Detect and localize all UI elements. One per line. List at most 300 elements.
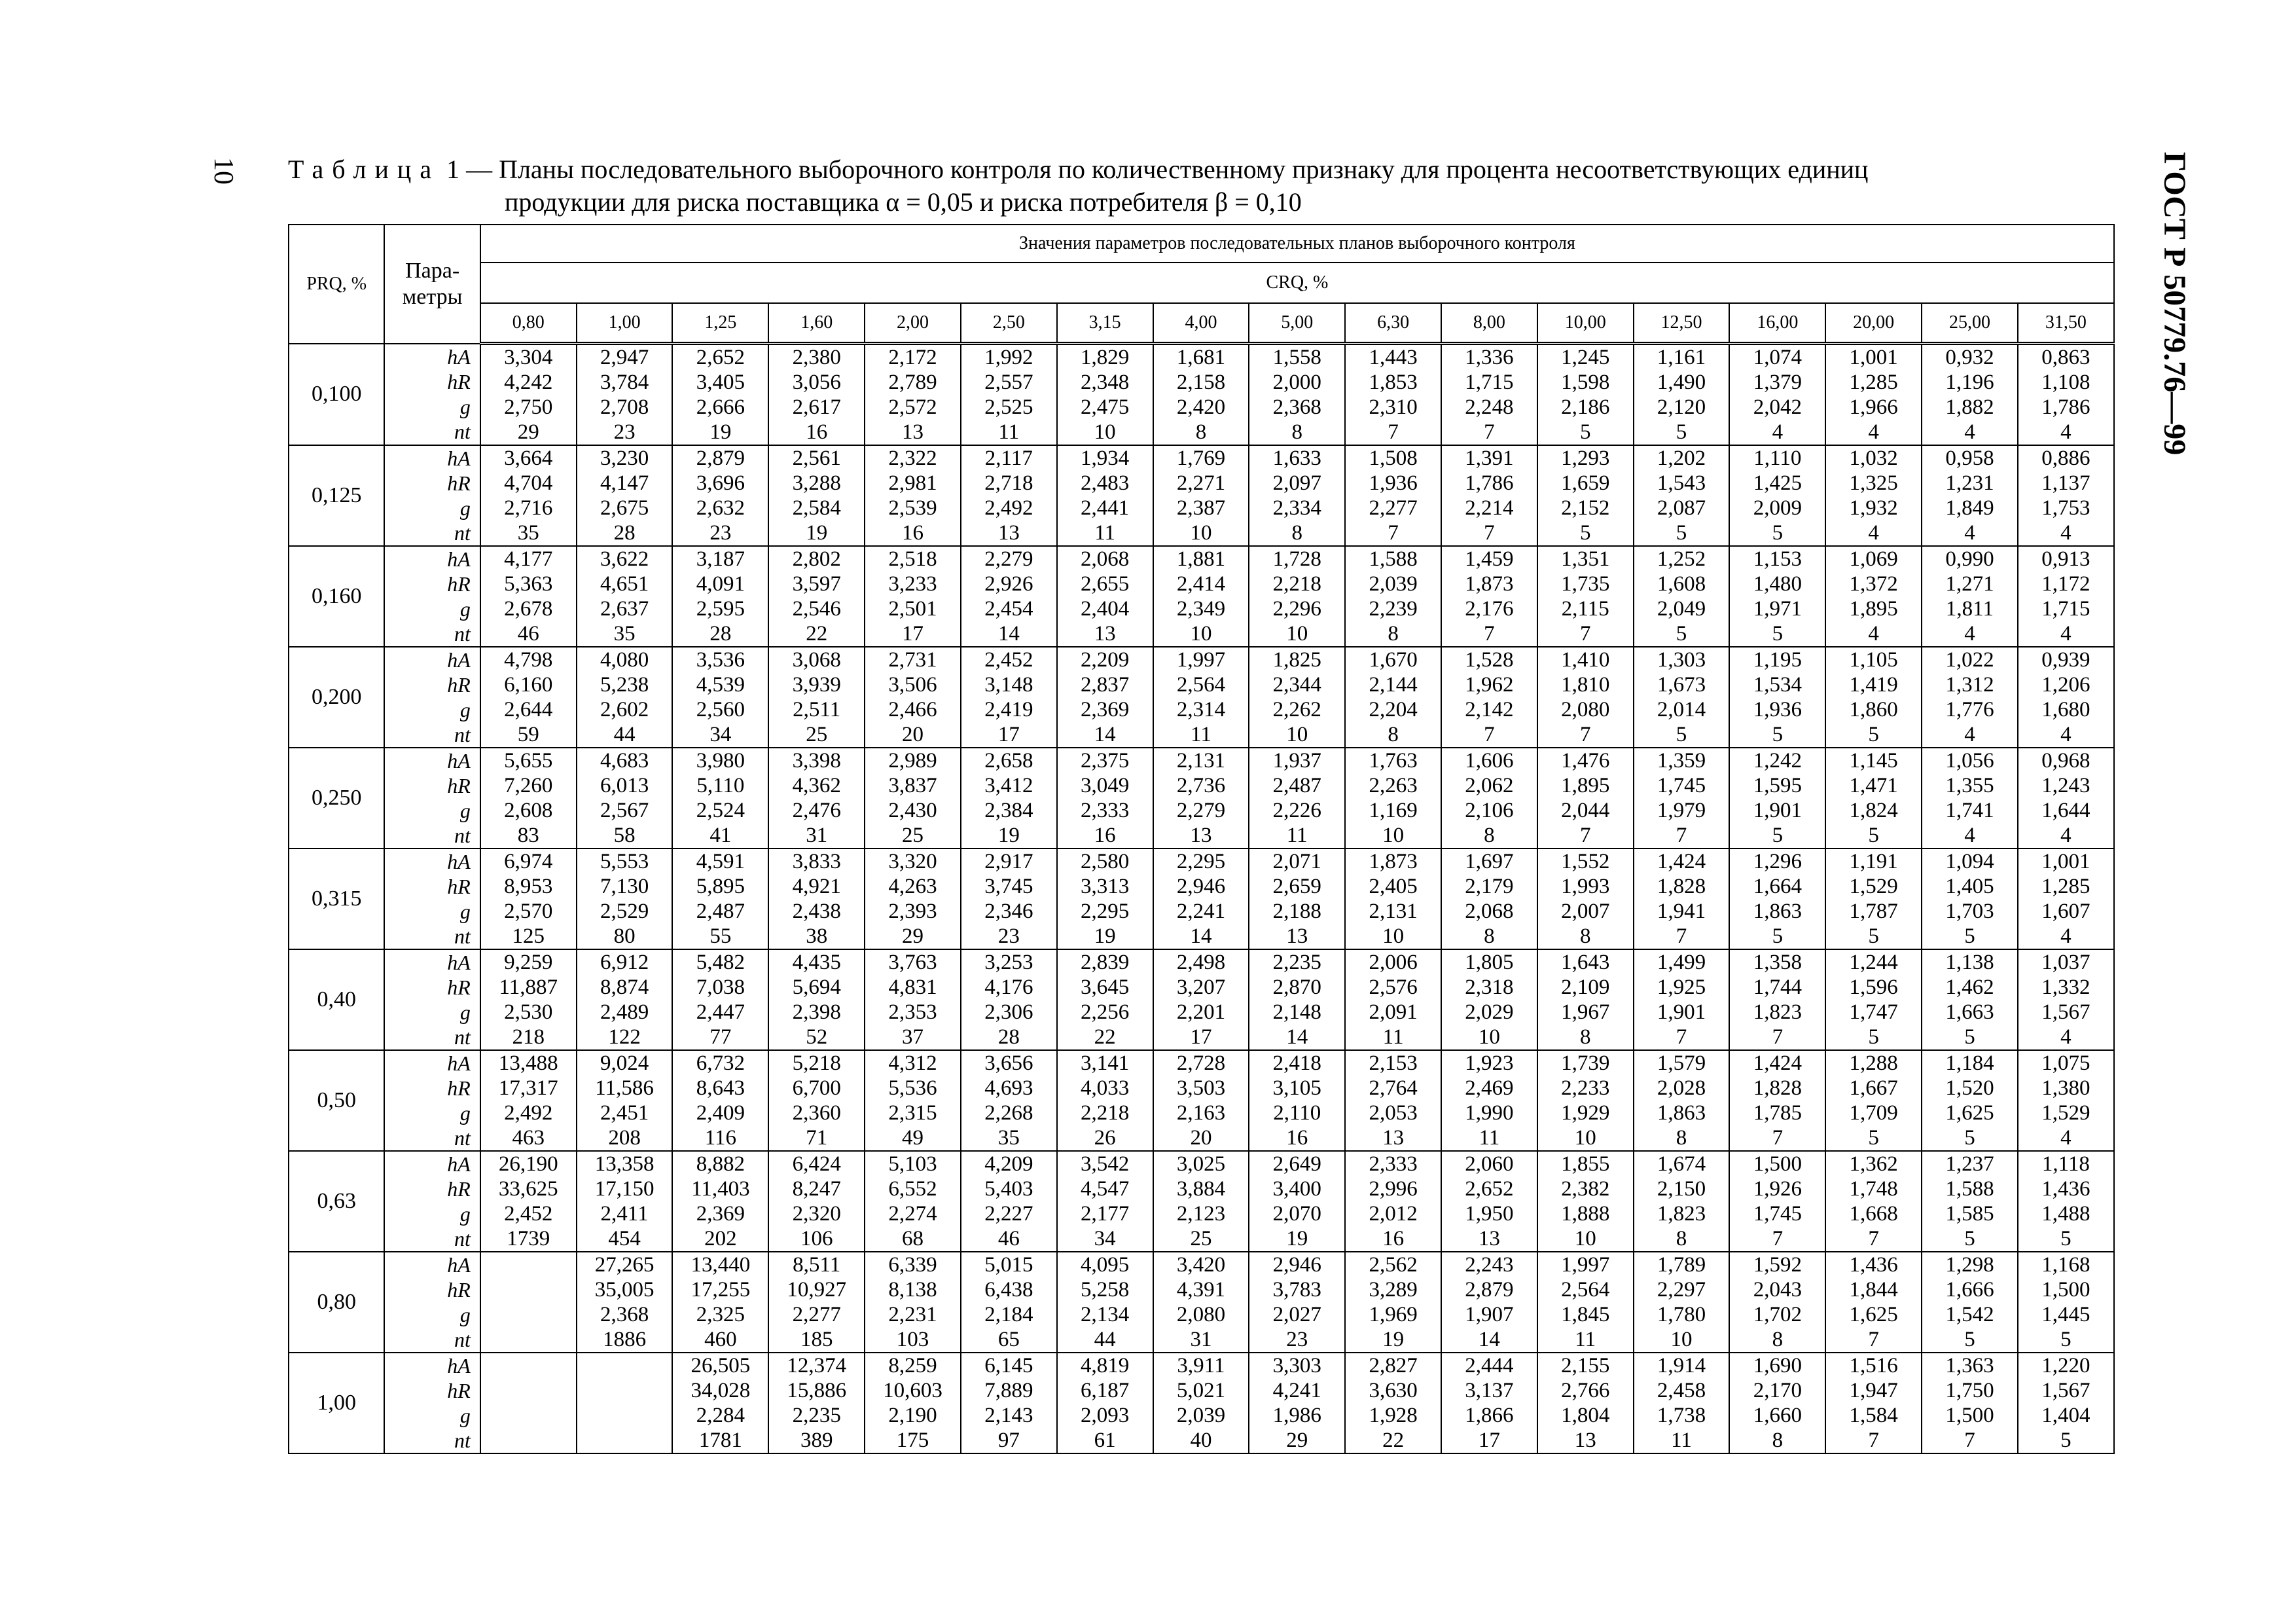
plan-cell [1249,647,1345,748]
plan-value: 1,206 [2041,673,2090,697]
plan-value: 2,152 [1561,496,1610,520]
plan-value: 125 [512,924,545,948]
page-number: 10 [208,157,238,185]
plan-value: 3,664 [504,447,553,470]
plan-value: 2,014 [1657,698,1706,721]
plan-value: 4 [1964,420,1975,444]
plan-value: 1,680 [2041,698,2090,721]
plan-value: 1,941 [1657,900,1706,923]
plan-value: 389 [800,1429,833,1452]
plan-value: 2,487 [1272,774,1321,797]
plan-value: 1739 [507,1227,550,1250]
plan-value: 2,218 [1272,572,1321,596]
plan-cell [1825,1151,1922,1252]
param-label: hR [447,774,471,797]
plan-value: 1,108 [2041,371,2090,394]
plan-value: 2,295 [1176,850,1226,873]
plan-value: 1,528 [1465,648,1514,672]
plan-value: 4 [2060,420,2072,444]
plan-value: 1,001 [1849,346,1898,369]
plan-value: 1,588 [1945,1177,1994,1201]
param-label: hR [447,572,471,596]
plan-cell [1441,748,1537,848]
plan-cell [1922,748,2018,848]
plan-value: 2,718 [984,471,1033,495]
plan-value: 11 [1479,1126,1500,1150]
plan-value: 2,007 [1561,900,1610,923]
plan-value: 58 [613,824,636,847]
plan-value: 1,499 [1657,951,1706,974]
plan-value: 1,966 [1849,395,1898,419]
plan-value: 13 [997,521,1020,545]
plan-value: 1,786 [2041,395,2090,419]
plan-value: 1,363 [1945,1354,1994,1377]
plan-value: 2,946 [1176,875,1226,898]
plan-value: 1,738 [1657,1404,1706,1427]
plan-value: 1,293 [1561,447,1610,470]
plan-cell [480,344,577,446]
plan-value: 5 [1868,723,1879,746]
plan-value: 5,238 [600,673,649,697]
plan-value: 4,080 [600,648,649,672]
plan-value: 8,953 [504,875,553,898]
plan-cell [1922,1252,2018,1353]
plan-value: 1,037 [2041,951,2090,974]
param-label: hA [447,648,471,672]
plan-value: 1,074 [1753,346,1802,369]
plan-value: 55 [709,924,732,948]
plan-value: 2,530 [504,1000,553,1024]
plan-value: 202 [704,1227,737,1250]
plan-value [481,1378,576,1403]
plan-value: 1,769 [1176,447,1226,470]
plan-value: 8 [1579,924,1591,948]
plan-cell [1345,1252,1441,1353]
plan-cell [961,748,1057,848]
plan-cell [672,445,768,546]
plan-value: 26 [1094,1126,1116,1150]
plan-value: 3,233 [888,572,937,596]
plan-value: 1,105 [1849,648,1898,672]
plan-value: 2,492 [504,1101,553,1125]
plan-value: 4,209 [984,1152,1033,1176]
plan-value: 1,500 [1753,1152,1802,1176]
plan-cell [1153,647,1249,748]
plan-value: 2,177 [1081,1202,1130,1226]
plan-value: 2,170 [1753,1379,1802,1402]
plan-value: 1,664 [1753,875,1802,898]
plan-cell [1249,1252,1345,1353]
plan-value: 2,438 [792,900,841,923]
plan-value: 4 [2060,622,2072,646]
plan-cell [480,748,577,848]
plan-value: 5,021 [1176,1379,1226,1402]
plan-value: 2,248 [1465,395,1514,419]
plan-cell [1441,546,1537,647]
plan-value: 1,520 [1945,1076,1994,1100]
plan-cell [672,647,768,748]
plan-value: 4 [1964,824,1975,847]
plan-cell [1057,748,1153,848]
plan-value: 2,109 [1561,976,1610,999]
plan-value: 1,992 [984,346,1033,369]
plan-value: 1,244 [1849,951,1898,974]
header-params-line-1: Пара- [405,258,460,283]
plan-value: 1,391 [1465,447,1514,470]
plan-value [481,1302,576,1327]
plan-value: 34 [1094,1227,1116,1250]
plan-value: 4 [1772,420,1784,444]
plan-value: 1,750 [1945,1379,1994,1402]
plan-value: 8 [1772,1328,1784,1351]
plan-cell [1249,1353,1345,1453]
plan-value: 2,029 [1465,1000,1514,1024]
plan-value: 1,625 [1849,1303,1898,1326]
plan-cell [2018,1252,2114,1353]
plan-cell [1249,1151,1345,1252]
plan-value: 3,137 [1465,1379,1514,1402]
plan-value: 3,503 [1176,1076,1226,1100]
plan-value: 1,184 [1945,1051,1994,1075]
param-label: hA [447,345,471,369]
plan-value: 8 [1676,1126,1687,1150]
plan-value: 10 [1574,1227,1596,1250]
plan-value: 1,168 [2041,1253,2090,1277]
param-label: g [459,395,471,419]
prq-value: 0,315 [289,848,384,949]
plan-cell [1634,1151,1730,1252]
plan-value: 16 [1286,1126,1308,1150]
plan-value: 2,716 [504,496,553,520]
plan-value: 106 [800,1227,833,1250]
param-label: hR [447,976,471,999]
plan-value: 13 [1478,1227,1500,1250]
plan-value: 44 [613,723,636,746]
plan-value: 1,001 [2041,850,2090,873]
plan-value: 5,482 [696,951,745,974]
plan-value: 27,265 [594,1253,655,1277]
plan-value: 1,690 [1753,1354,1802,1377]
plan-value: 28 [997,1025,1020,1049]
param-labels [384,1252,480,1353]
plan-value: 2,071 [1272,850,1321,873]
plan-value: 11 [998,420,1020,444]
plan-value: 1,231 [1945,471,1994,495]
plan-cell [1441,949,1537,1050]
plan-value: 103 [896,1328,929,1351]
plan-value: 1,588 [1369,547,1418,571]
plan-value: 2,546 [792,597,841,621]
plan-value: 4 [1868,420,1879,444]
plan-value: 34,028 [691,1379,751,1402]
plan-value: 8 [1291,420,1302,444]
plan-value: 5,363 [504,572,553,596]
plan-value: 4,176 [984,976,1033,999]
plan-value: 1,462 [1945,976,1994,999]
param-label: nt [454,622,471,646]
header-crq-value: 0,80 [480,303,577,344]
param-label: nt [454,1025,471,1049]
plan-value: 1,471 [1849,774,1898,797]
plan-value: 20 [1190,1126,1212,1150]
param-labels [384,949,480,1050]
plan-value: 13,488 [498,1051,558,1075]
param-labels [384,1353,480,1453]
plan-value: 28 [613,521,636,545]
plan-value: 1,110 [1753,447,1802,470]
plan-cell [1057,1353,1153,1453]
plan-value: 4,539 [696,673,745,697]
plan-cell [577,546,673,647]
plan-value: 8 [1484,824,1495,847]
sampling-plan-table [288,224,2115,1454]
plan-value: 2,131 [1369,900,1418,923]
prq-value: 0,160 [289,546,384,647]
plan-value: 1,351 [1561,547,1610,571]
plan-value: 22 [806,622,828,646]
plan-value: 2,501 [888,597,937,621]
plan-value: 2,444 [1465,1354,1514,1377]
plan-value: 10 [1382,824,1405,847]
plan-cell [2018,748,2114,848]
plan-value: 17,150 [594,1177,655,1201]
plan-value: 1,558 [1272,346,1321,369]
plan-cell [1634,949,1730,1050]
plan-value: 1,863 [1753,900,1802,923]
plan-value: 59 [517,723,539,746]
plan-cell [961,1353,1057,1453]
plan-cell [1153,1252,1249,1353]
plan-value: 80 [613,924,636,948]
plan-cell [961,344,1057,446]
prq-value: 0,40 [289,949,384,1050]
plan-value: 2,277 [792,1303,841,1326]
plan-value: 1,673 [1657,673,1706,697]
param-label: hA [447,951,471,974]
plan-value: 5,895 [696,875,745,898]
plan-cell [2018,949,2114,1050]
plan-value: 1,744 [1753,976,1802,999]
plan-value: 3,141 [1081,1051,1130,1075]
param-label: hA [447,749,471,773]
plan-value: 2,750 [504,395,553,419]
plan-value: 14 [1094,723,1116,746]
header-group-title: Значения параметров последовательных планов выборочного контроля [480,225,2114,263]
plan-value: 1,901 [1657,1000,1706,1024]
plan-value: 1,245 [1561,346,1610,369]
plan-value: 7 [1868,1328,1879,1351]
plan-value: 1,220 [2041,1354,2090,1377]
plan-value: 2,110 [1273,1101,1321,1125]
plan-value: 3,405 [696,371,745,394]
plan-value: 1,202 [1657,447,1706,470]
plan-cell [1057,1050,1153,1151]
plan-value: 2,414 [1176,572,1226,596]
plan-cell [1537,445,1634,546]
plan-value: 2,106 [1465,799,1514,822]
plan-value: 5 [1868,924,1879,948]
plan-cell [1537,647,1634,748]
plan-value: 3,656 [984,1051,1033,1075]
plan-value: 4,242 [504,371,553,394]
plan-value: 4,435 [792,951,841,974]
plan-value: 7 [1579,622,1591,646]
plan-value: 5 [1772,521,1784,545]
plan-value: 5 [2060,1227,2072,1250]
plan-value: 4,147 [600,471,649,495]
plan-cell [1825,1353,1922,1453]
plan-value: 2,917 [984,850,1033,873]
plan-cell [672,1252,768,1353]
prq-value: 0,100 [289,344,384,446]
plan-value: 8 [1291,521,1302,545]
plan-cell [1153,748,1249,848]
plan-value: 1,997 [1176,648,1226,672]
plan-value: 2,580 [1081,850,1130,873]
plan-value: 1,937 [1272,749,1321,773]
header-crq-value: 25,00 [1922,303,2018,344]
plan-cell [1634,1252,1730,1353]
plan-value: 4 [2060,1025,2072,1049]
plan-value: 1,022 [1945,648,1994,672]
plan-value: 3,784 [600,371,649,394]
header-params [384,225,480,344]
plan-value: 3,506 [888,673,937,697]
plan-value: 6,974 [504,850,553,873]
param-label: nt [454,723,471,746]
header-params-line-2: метры [402,284,463,309]
plan-value: 1,828 [1753,1076,1802,1100]
plan-cell [768,344,865,446]
param-labels [384,748,480,848]
plan-value: 4,651 [600,572,649,596]
plan-value: 16 [902,521,924,545]
plan-cell [768,1050,865,1151]
plan-value: 1,786 [1465,471,1514,495]
plan-cell [768,546,865,647]
plan-value: 1,606 [1465,749,1514,773]
param-label: nt [454,824,471,847]
plan-value: 8 [1388,622,1399,646]
plan-cell [1729,949,1825,1050]
plan-value: 3,105 [1272,1076,1321,1100]
plan-cell [1153,1151,1249,1252]
plan-value: 2,235 [792,1404,841,1427]
plan-value: 3,187 [696,547,745,571]
plan-value: 6,145 [984,1354,1033,1377]
param-label: g [459,799,471,822]
plan-value: 1,145 [1849,749,1898,773]
param-label: g [459,1000,471,1024]
plan-cell [480,1252,577,1353]
plan-value: 2,492 [984,496,1033,520]
header-crq-value: 1,60 [768,303,865,344]
plan-value: 2,322 [888,447,937,470]
plan-cell [672,1050,768,1151]
plan-value: 1,849 [1945,496,1994,520]
plan-cell [1634,445,1730,546]
plan-value: 5 [1676,622,1687,646]
plan-value: 10 [1574,1126,1596,1150]
plan-cell [1634,546,1730,647]
plan-value: 7,260 [504,774,553,797]
plan-value: 6,187 [1081,1379,1130,1402]
plan-value: 4,547 [1081,1177,1130,1201]
plan-value: 11 [1671,1429,1692,1452]
plan-value: 46 [517,622,539,646]
plan-value: 7,130 [600,875,649,898]
plan-value: 23 [709,521,732,545]
plan-value: 2,233 [1561,1076,1610,1100]
plan-value: 7 [1676,1025,1687,1049]
table-caption [288,153,2121,219]
plan-value: 2,353 [888,1000,937,1024]
plan-cell [1729,848,1825,949]
plan-value: 122 [608,1025,641,1049]
plan-value: 2,271 [1176,471,1226,495]
plan-value: 1,552 [1561,850,1610,873]
plan-value: 1,436 [2041,1177,2090,1201]
table-header [289,225,2114,344]
plan-value: 19 [1094,924,1116,948]
plan-value: 3,911 [1177,1354,1225,1377]
plan-value: 5 [1868,1126,1879,1150]
plan-value: 1,929 [1561,1101,1610,1125]
plan-cell [2018,1353,2114,1453]
plan-cell [1634,344,1730,446]
plan-value: 454 [608,1227,641,1250]
prq-value: 0,125 [289,445,384,546]
plan-value: 2,731 [888,648,937,672]
plan-value: 0,913 [2041,547,2090,571]
plan-cell [1441,1252,1537,1353]
param-label: g [459,1202,471,1226]
plan-value: 23 [613,420,636,444]
plan-value: 1,424 [1657,850,1706,873]
caption-label: Таблица [288,155,440,184]
plan-cell [672,1151,768,1252]
plan-cell [1441,1353,1537,1453]
plan-value: 2,420 [1176,395,1226,419]
plan-value: 83 [517,824,539,847]
plan-value: 8,259 [888,1354,937,1377]
plan-value: 5,403 [984,1177,1033,1201]
plan-value: 2,142 [1465,698,1514,721]
plan-value: 2,602 [600,698,649,721]
plan-value: 1,332 [2041,976,2090,999]
plan-value: 218 [512,1025,545,1049]
header-crq-value: 3,15 [1057,303,1153,344]
plan-value: 2,736 [1176,774,1226,797]
plan-value: 7 [1676,824,1687,847]
plan-value: 2,218 [1081,1101,1130,1125]
plan-value: 2,524 [696,799,745,822]
plan-value: 1,823 [1657,1202,1706,1226]
plan-value: 1,741 [1945,799,1994,822]
plan-value: 1,312 [1945,673,1994,697]
plan-value: 0,886 [2041,447,2090,470]
plan-value: 1,828 [1657,875,1706,898]
plan-value: 3,536 [696,648,745,672]
plan-value: 2,080 [1176,1303,1226,1326]
plan-value: 3,939 [792,673,841,697]
plan-cell [577,949,673,1050]
plan-value: 1,663 [1945,1000,1994,1024]
plan-value: 5 [1772,723,1784,746]
plan-value: 15,886 [787,1379,847,1402]
param-label: hA [447,547,471,571]
plan-value: 14 [1478,1328,1500,1351]
